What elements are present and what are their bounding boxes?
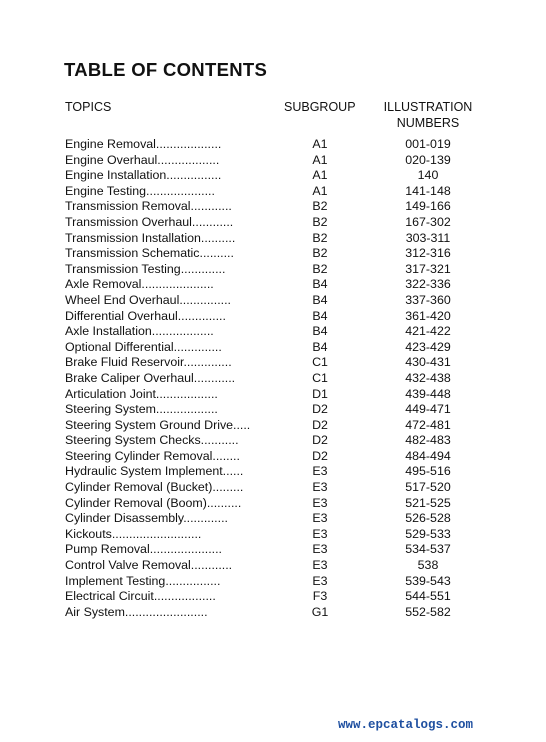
toc-subgroup: E3 (312, 542, 328, 557)
toc-illustration-numbers: 020-139 (405, 152, 451, 167)
toc-subgroup: A1 (312, 183, 328, 198)
toc-subgroup: D2 (312, 448, 328, 463)
toc-illustration-numbers: 517-520 (405, 480, 451, 495)
toc-subgroup: E3 (312, 480, 328, 495)
toc-row (0, 168, 546, 184)
toc-row (0, 262, 546, 278)
toc-subgroup: G1 (311, 604, 329, 619)
toc-row (0, 511, 546, 527)
toc-row (0, 231, 546, 247)
toc-subgroup: B2 (312, 214, 328, 229)
header-illustration-line2: NUMBERS (396, 116, 460, 130)
toc-topic: Transmission Testing............. (65, 261, 226, 276)
toc-illustration-numbers: 439-448 (405, 386, 451, 401)
toc-subgroup: E3 (312, 495, 328, 510)
toc-row (0, 387, 546, 403)
toc-topic: Steering Cylinder Removal........ (65, 448, 240, 463)
toc-illustration-numbers: 167-302 (405, 214, 451, 229)
toc-topic: Hydraulic System Implement...... (65, 464, 244, 479)
toc-table (0, 137, 546, 620)
toc-subgroup: B4 (312, 292, 328, 307)
toc-row (0, 496, 546, 512)
toc-subgroup: E3 (312, 573, 328, 588)
toc-topic: Air System........................ (65, 604, 208, 619)
toc-topic: Transmission Removal............ (65, 199, 232, 214)
toc-illustration-numbers: 484-494 (405, 448, 451, 463)
toc-row (0, 589, 546, 605)
toc-row (0, 246, 546, 262)
toc-subgroup: E3 (312, 464, 328, 479)
toc-illustration-numbers: 140 (417, 168, 439, 183)
toc-topic: Engine Overhaul.................. (65, 152, 220, 167)
toc-row (0, 402, 546, 418)
toc-illustration-numbers: 521-525 (405, 495, 451, 510)
toc-illustration-numbers: 361-420 (405, 308, 451, 323)
toc-row (0, 480, 546, 496)
toc-illustration-numbers: 432-438 (405, 370, 451, 385)
toc-subgroup: A1 (312, 137, 328, 151)
header-topics: TOPICS (65, 100, 112, 114)
toc-subgroup: D2 (312, 417, 328, 432)
toc-row (0, 371, 546, 387)
toc-topic: Optional Differential.............. (65, 339, 222, 354)
toc-topic: Electrical Circuit.................. (65, 589, 216, 604)
toc-subgroup: E3 (312, 511, 328, 526)
toc-illustration-numbers: 322-336 (405, 277, 451, 292)
toc-topic: Implement Testing................ (65, 573, 221, 588)
toc-topic: Engine Removal................... (65, 137, 222, 151)
toc-subgroup: A1 (312, 168, 328, 183)
toc-subgroup: B4 (312, 339, 328, 354)
footer-watermark-url: www.epcatalogs.com (338, 718, 474, 732)
toc-subgroup: B2 (312, 246, 328, 261)
toc-row (0, 558, 546, 574)
toc-row (0, 355, 546, 371)
toc-topic: Axle Removal..................... (65, 277, 214, 292)
toc-illustration-numbers: 544-551 (405, 589, 451, 604)
toc-subgroup: B2 (312, 230, 328, 245)
toc-subgroup: D2 (312, 433, 328, 448)
toc-row (0, 605, 546, 621)
toc-subgroup: C1 (312, 370, 328, 385)
toc-row (0, 418, 546, 434)
toc-illustration-numbers: 449-471 (405, 402, 451, 417)
toc-illustration-numbers: 303-311 (405, 230, 451, 245)
toc-subgroup: F3 (312, 589, 328, 604)
toc-row (0, 277, 546, 293)
toc-subgroup: E3 (312, 558, 328, 573)
toc-topic: Cylinder Removal (Boom).......... (65, 495, 242, 510)
toc-illustration-numbers: 526-528 (405, 511, 451, 526)
toc-subgroup: D2 (312, 402, 328, 417)
toc-topic: Transmission Installation.......... (65, 230, 236, 245)
toc-illustration-numbers: 529-533 (405, 526, 451, 541)
toc-illustration-numbers: 472-481 (405, 417, 451, 432)
toc-topic: Engine Testing.................... (65, 183, 215, 198)
header-illustration-numbers (382, 99, 474, 131)
toc-illustration-numbers: 317-321 (405, 261, 451, 276)
toc-row (0, 199, 546, 215)
toc-subgroup: B4 (312, 308, 328, 323)
toc-subgroup: B4 (312, 277, 328, 292)
header-subgroup: SUBGROUP (284, 100, 356, 114)
toc-row (0, 464, 546, 480)
toc-row (0, 215, 546, 231)
header-illustration-line1: ILLUSTRATION (383, 100, 473, 114)
toc-topic: Cylinder Removal (Bucket)......... (65, 480, 244, 495)
toc-row (0, 324, 546, 340)
toc-row (0, 309, 546, 325)
toc-topic: Transmission Schematic.......... (65, 246, 234, 261)
toc-illustration-numbers: 539-543 (405, 573, 451, 588)
toc-subgroup: C1 (312, 355, 328, 370)
toc-subgroup: B4 (312, 324, 328, 339)
toc-illustration-numbers: 337-360 (405, 292, 451, 307)
toc-row (0, 449, 546, 465)
toc-row (0, 293, 546, 309)
toc-illustration-numbers: 534-537 (405, 542, 451, 557)
toc-topic: Pump Removal..................... (65, 542, 222, 557)
toc-topic: Brake Fluid Reservoir.............. (65, 355, 232, 370)
toc-topic: Steering System Checks........... (65, 433, 239, 448)
toc-topic: Steering System Ground Drive..... (65, 417, 251, 432)
toc-subgroup: E3 (312, 526, 328, 541)
toc-row (0, 574, 546, 590)
toc-topic: Axle Installation.................. (65, 324, 214, 339)
toc-illustration-numbers: 482-483 (405, 433, 451, 448)
page-title: TABLE OF CONTENTS (64, 59, 268, 80)
toc-illustration-numbers: 430-431 (405, 355, 451, 370)
toc-topic: Engine Installation................ (65, 168, 222, 183)
toc-row (0, 340, 546, 356)
toc-topic: Articulation Joint.................. (65, 386, 218, 401)
toc-row (0, 527, 546, 543)
toc-topic: Wheel End Overhaul............... (65, 292, 231, 307)
toc-topic: Cylinder Disassembly............. (65, 511, 228, 526)
toc-topic: Brake Caliper Overhaul............ (65, 370, 236, 385)
toc-row (0, 433, 546, 449)
toc-row (0, 184, 546, 200)
toc-row (0, 542, 546, 558)
toc-illustration-numbers: 423-429 (405, 339, 451, 354)
toc-subgroup: B2 (312, 261, 328, 276)
toc-illustration-numbers: 538 (417, 558, 439, 573)
toc-illustration-numbers: 141-148 (405, 183, 451, 198)
toc-illustration-numbers: 421-422 (405, 324, 451, 339)
toc-topic: Kickouts.......................... (65, 526, 202, 541)
toc-topic: Transmission Overhaul............ (65, 214, 234, 229)
toc-row (0, 153, 546, 169)
toc-subgroup: B2 (312, 199, 328, 214)
toc-illustration-numbers: 149-166 (405, 199, 451, 214)
toc-row (0, 137, 546, 153)
toc-topic: Control Valve Removal............ (65, 558, 233, 573)
toc-illustration-numbers: 552-582 (405, 604, 451, 619)
toc-topic: Steering System.................. (65, 402, 218, 417)
toc-illustration-numbers: 495-516 (405, 464, 451, 479)
toc-subgroup: A1 (312, 152, 328, 167)
toc-subgroup: D1 (312, 386, 328, 401)
toc-illustration-numbers: 001-019 (405, 137, 451, 151)
toc-illustration-numbers: 312-316 (405, 246, 451, 261)
toc-topic: Differential Overhaul.............. (65, 308, 226, 323)
